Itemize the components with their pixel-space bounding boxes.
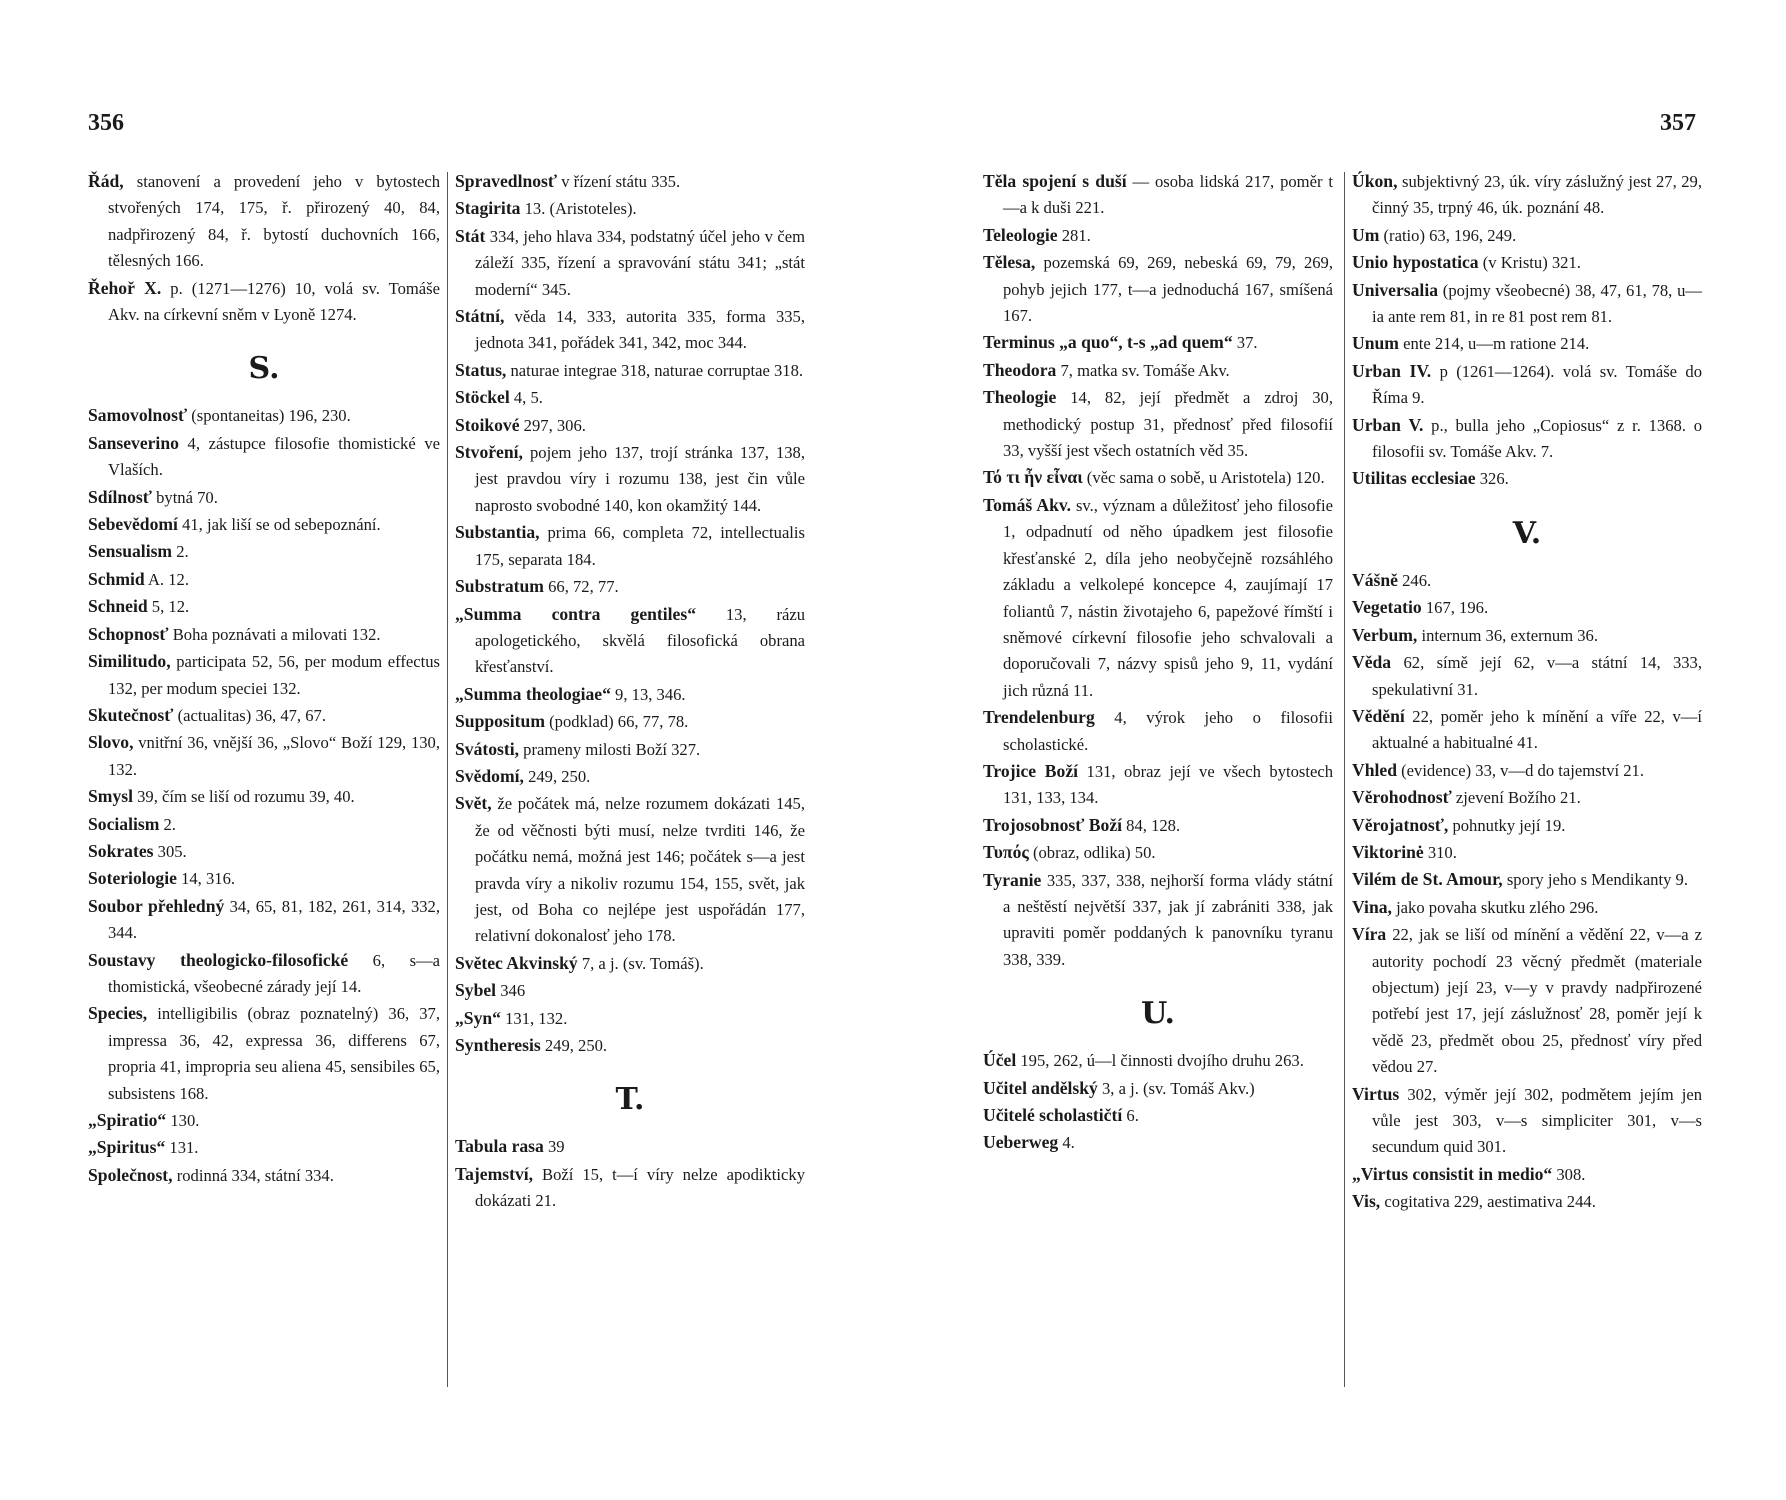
index-entry	[1352, 894, 1702, 921]
entry-heading: Svět,	[455, 793, 492, 814]
entry-text: participata 52, 56, per modum effectus 132, per modum speciei 132.	[108, 652, 440, 698]
column-divider-left-page	[447, 172, 448, 1387]
entry-heading: Stoikové	[455, 414, 520, 435]
index-entry	[1352, 330, 1702, 357]
entry-text: 41, jak liší se od sebepoznání.	[177, 515, 381, 535]
entry-text: 13. (Aristoteles).	[520, 199, 637, 219]
entry-text: p. (1271—1276) 10, volá sv. Tomáše Akv. na církevní sněm v Lyoně 1274.	[108, 278, 440, 325]
entry-heading: Stát	[455, 225, 486, 246]
entry-heading: Těla spojení s duší	[983, 171, 1127, 191]
index-entry	[1352, 866, 1702, 893]
entry-text: 7, a j. (sv. Tomáš).	[577, 953, 704, 973]
entry-text: (spontaneitas) 196, 230.	[187, 406, 351, 426]
entry-text: 281.	[1057, 225, 1091, 245]
index-entry	[88, 593, 440, 620]
index-entry	[88, 729, 440, 783]
page-number-right: 357	[1660, 110, 1696, 136]
entry-heading: Světec Akvinský	[455, 952, 578, 973]
entry-heading: Schopnosť	[88, 623, 169, 644]
entry-heading: Syntheresis	[455, 1035, 541, 1055]
entry-heading: Slovo,	[88, 732, 134, 753]
entry-heading: Unio hypostatica	[1352, 252, 1479, 273]
entry-heading: Tělesa,	[983, 252, 1036, 273]
entry-text: jako povaha skutku zlého 296.	[1391, 897, 1599, 917]
entry-text: 131.	[165, 1138, 199, 1158]
entry-text: (věc sama o sobě, u Aristotela) 120.	[1082, 468, 1325, 488]
entry-text: (pojmy všeobecné) 38, 47, 61, 78, u—ia ante rem 81, in re 81 post rem 81.	[1372, 280, 1702, 327]
entry-heading: Tomáš Akv.	[983, 494, 1072, 515]
index-entry	[983, 867, 1333, 974]
index-entry	[455, 708, 805, 735]
index-entry	[1352, 567, 1702, 594]
entry-heading: Um	[1352, 224, 1380, 245]
entry-text: ente 214, u—m ratione 214.	[1398, 334, 1590, 354]
entry-text: 6, s—a thomistická, všeobecné zárady její 14.	[108, 950, 440, 996]
index-entry	[455, 223, 805, 303]
entry-text: 130.	[166, 1111, 200, 1130]
entry-text: intelligibilis (obraz poznatelný) 36, 37, impressa 36, 42, expressa 36, differens 67, propria 41, impropria seu aliena 45, sensibiles 65, subsistens 168.	[108, 1004, 440, 1103]
entry-heading: „Syn“	[455, 1007, 501, 1028]
entry-heading: Utilitas ecclesiae	[1352, 468, 1476, 489]
entry-heading: Vášně	[1352, 569, 1398, 590]
entry-text: 22, jak se liší od mínění a vědění 22, v—a z autority pochodí 23 věcný předmět (materiale objectum) její 23, v—y v pravdy nadpřirozené potřebí jest 17, její záslužnosť 28, poměr její k vědě 23, předmět obou 25, přednosť víry před vědou 27.	[1372, 925, 1702, 1077]
entry-text: 62, símě její 62, v—a státní 14, 333, spekulativní 31.	[1372, 653, 1702, 699]
entry-heading: Sdílnosť	[88, 486, 152, 507]
index-entry	[983, 1102, 1333, 1129]
entry-heading: Species,	[88, 1003, 148, 1024]
entry-text: sv., význam a důležitosť jeho filosofie 1, odpadnutí od něho úpadkem jest filosofie křesťanské 2, díla jeho neobyčejně rozsáhlého základu a velkolepé koncepce 4, zaujímají 17 foliantů 7, nástin životajeho 6, papežové římští i sněmové církevní filosofie jeho schvalovali a doporučovali 7, názvy spisů jeho 9, 11, vydání jich různá 11.	[1003, 495, 1334, 700]
entry-text: stanovení a provedení jeho v bytostech stvořených 174, 175, ř. přirozený 40, 84, nadpřirozený 84, ř. bytostí duchovních 166, tělesných 166.	[108, 172, 440, 271]
entry-heading: Stagirita	[455, 198, 521, 219]
page-number-left: 356	[88, 110, 124, 136]
entry-text: — osoba lidská 217, poměr t—a k duši 221.	[1003, 172, 1333, 218]
index-entry	[1352, 622, 1702, 649]
entry-heading: Virtus	[1352, 1083, 1400, 1104]
index-entry	[455, 195, 805, 222]
section-letter: U.	[1141, 996, 1175, 1032]
index-entry	[983, 758, 1333, 812]
entry-text: v řízení státu 335.	[557, 172, 681, 191]
entry-heading: Věrojatnosť,	[1352, 814, 1449, 835]
entry-heading: „Summa contra gentiles“	[455, 603, 697, 624]
index-entry	[1352, 839, 1702, 866]
entry-text: 249, 250.	[540, 1036, 608, 1055]
entry-text: 7, matka sv. Tomáše Akv.	[1056, 360, 1230, 380]
index-entry	[1352, 757, 1702, 784]
index-entry	[1352, 222, 1702, 249]
entry-heading: Společnost,	[88, 1164, 173, 1185]
index-entry	[88, 168, 440, 275]
index-entry	[455, 681, 805, 708]
entry-text: (obraz, odlika) 50.	[1028, 843, 1156, 863]
index-column-4	[1352, 168, 1702, 1216]
index-entry	[88, 484, 440, 511]
entry-heading: Svědomí,	[455, 765, 524, 786]
entry-text: pozemská 69, 269, nebeská 69, 79, 269, pohyb jejich 177, t—a jednoduchá 167, smíšená 167.	[1003, 253, 1333, 326]
entry-text: 246.	[1397, 570, 1432, 590]
column-divider-right-page	[1344, 172, 1345, 1387]
entry-text: 302, výměr její 302, podmětem jejím jen vůle jest 303, v—s simpliciter 301, v—s secundum quid 301.	[1372, 1084, 1702, 1157]
entry-heading: Urban IV.	[1352, 360, 1432, 381]
index-entry	[983, 1075, 1333, 1102]
index-entry	[1352, 784, 1702, 811]
entry-heading: Sebevědomí	[88, 514, 178, 535]
index-entry	[88, 865, 440, 892]
index-entry	[455, 519, 805, 573]
index-entry	[88, 947, 440, 1001]
entry-heading: Sokrates	[88, 840, 154, 861]
index-entry	[983, 1047, 1333, 1074]
index-entry	[1352, 358, 1702, 412]
entry-text: 195, 262, ú—l činnosti dvojího druhu 263.	[1016, 1051, 1304, 1071]
entry-heading: Trendelenburg	[983, 707, 1095, 728]
entry-heading: Unum	[1352, 333, 1399, 354]
entry-heading: Verbum,	[1352, 624, 1418, 645]
index-entry	[455, 1005, 805, 1032]
index-entry	[88, 1107, 440, 1134]
entry-heading: Tajemství,	[455, 1163, 534, 1184]
index-entry	[983, 704, 1333, 758]
section-letter: T.	[615, 1082, 645, 1118]
index-entry	[88, 783, 440, 810]
index-entry	[1352, 1188, 1702, 1215]
index-entry	[88, 621, 440, 648]
entry-heading: Učitelé scholastičtí	[983, 1105, 1123, 1125]
entry-heading: Účel	[983, 1050, 1017, 1071]
entry-heading: Sybel	[455, 980, 497, 1001]
entry-text: 39	[543, 1137, 565, 1157]
entry-heading: Smysl	[88, 786, 133, 807]
entry-heading: Soteriologie	[88, 868, 177, 889]
entry-heading: Spravedlnosť	[455, 171, 558, 191]
entry-heading: Víra	[1352, 924, 1387, 945]
entry-heading: Status,	[455, 359, 507, 380]
entry-text: (v Kristu) 321.	[1478, 253, 1581, 273]
entry-heading: Teleologie	[983, 224, 1058, 245]
entry-text: zjevení Božího 21.	[1451, 788, 1581, 808]
index-entry	[88, 511, 440, 538]
entry-text: 4.	[1058, 1133, 1075, 1153]
entry-text: 34, 65, 81, 182, 261, 314, 332, 344.	[108, 896, 441, 943]
entry-text: 2.	[159, 814, 176, 834]
entry-text: A. 12.	[144, 569, 189, 589]
index-entry	[455, 573, 805, 600]
entry-heading: Učitel andělský	[983, 1077, 1098, 1098]
entry-text: věda 14, 333, autorita 335, forma 335, jednota 341, pořádek 341, 342, moc 344.	[475, 307, 805, 353]
entry-heading: Stvoření,	[455, 442, 523, 463]
index-entry	[455, 439, 805, 519]
index-entry	[1352, 812, 1702, 839]
entry-text: 66, 72, 77.	[543, 577, 619, 597]
entry-heading: Socialism	[88, 813, 160, 834]
entry-heading: Trojice Boží	[983, 760, 1079, 781]
index-entry	[88, 838, 440, 865]
entry-heading: „Spiratio“	[88, 1110, 167, 1130]
index-entry	[983, 357, 1333, 384]
entry-heading: Vis,	[1352, 1191, 1381, 1212]
entry-heading: Sensualism	[88, 541, 173, 562]
entry-text: pojem jeho 137, trojí stránka 137, 138, jest pravdou víry i rozumu 138, jest čin vůle naprosto svobodné 140, kon okamžitý 144.	[475, 443, 805, 515]
entry-heading: Similitudo,	[88, 651, 171, 672]
index-entry	[983, 168, 1333, 222]
index-entry	[983, 249, 1333, 329]
entry-text: 308.	[1552, 1164, 1586, 1184]
index-entry	[1352, 594, 1702, 621]
index-entry	[983, 492, 1333, 704]
entry-text: p (1261—1264). volá sv. Tomáše do Říma 9.	[1372, 361, 1702, 408]
index-entry	[88, 402, 440, 429]
entry-text: (actualitas) 36, 47, 67.	[173, 705, 326, 725]
entry-text: prima 66, completa 72, intellectualis 175, separata 184.	[475, 523, 805, 569]
entry-heading: Vhled	[1352, 759, 1397, 780]
entry-heading: Vědění	[1352, 705, 1405, 726]
entry-text: 13, rázu apologetického, skvělá filosofická obrana křesťanství.	[475, 604, 806, 677]
entry-heading: Soustavy theologicko-filosofické	[88, 949, 349, 970]
entry-heading: Skutečnosť	[88, 704, 174, 725]
index-entry	[88, 1000, 440, 1107]
entry-heading: Urban V.	[1352, 414, 1424, 435]
index-entry	[88, 430, 440, 484]
entry-text: 4, výrok jeho o filosofii scholastické.	[1003, 708, 1333, 754]
entry-heading: Soubor přehledný	[88, 895, 225, 916]
entry-heading: Substantia,	[455, 522, 540, 543]
index-entry	[1352, 249, 1702, 276]
entry-heading: Věda	[1352, 652, 1392, 673]
index-entry	[88, 893, 440, 947]
entry-heading: Svátosti,	[455, 738, 520, 759]
entry-text: 346	[496, 981, 526, 1001]
index-entry	[455, 384, 805, 411]
entry-text: 14, 316.	[176, 869, 236, 889]
entry-heading: Theodora	[983, 359, 1057, 380]
entry-heading: Terminus „a quo“, t-s „ad quem“	[983, 332, 1233, 353]
entry-text: 310.	[1423, 842, 1457, 862]
entry-text: cogitativa 229, aestimativa 244.	[1380, 1192, 1596, 1212]
entry-heading: Stöckel	[455, 387, 510, 408]
entry-heading: „Summa theologiae“	[455, 683, 611, 704]
entry-text: (ratio) 63, 196, 249.	[1379, 225, 1517, 245]
index-entry	[1352, 168, 1702, 222]
entry-heading: Trojosobnosť Boží	[983, 814, 1123, 835]
index-entry	[1352, 649, 1702, 703]
entry-text: 334, jeho hlava 334, podstatný účel jeho v čem záleží 335, řízení a spravování státu 341; „stát moderní“ 345.	[475, 226, 805, 299]
index-entry	[88, 275, 440, 329]
index-entry	[455, 763, 805, 790]
entry-heading: Vilém de St. Amour,	[1352, 869, 1503, 890]
entry-text: 9, 13, 346.	[610, 684, 686, 704]
index-entry	[455, 601, 805, 681]
entry-heading: Řehoř X.	[88, 277, 162, 298]
entry-text: prameny milosti Boží 327.	[519, 739, 701, 759]
entry-text: rodinná 334, státní 334.	[172, 1165, 334, 1185]
index-entry	[88, 811, 440, 838]
entry-heading: Tyranie	[983, 869, 1042, 890]
entry-heading: Theologie	[983, 387, 1057, 408]
entry-heading: Ueberweg	[983, 1132, 1059, 1153]
entry-heading: Řád,	[88, 171, 124, 191]
index-entry	[455, 168, 805, 195]
entry-heading: Τυπός	[983, 842, 1029, 863]
entry-heading: Viktorinė	[1352, 841, 1424, 862]
entry-text: 6.	[1122, 1106, 1139, 1125]
entry-text: 4, 5.	[509, 388, 543, 408]
entry-text: Boží 15, t—í víry nelze apodikticky dokázati 21.	[475, 1164, 805, 1211]
entry-text: 39, čím se liší od rozumu 39, 40.	[132, 787, 355, 807]
index-entry	[88, 1134, 440, 1161]
index-entry	[455, 1161, 805, 1215]
index-column-1	[88, 168, 440, 1189]
entry-heading: Schneid	[88, 596, 148, 617]
index-entry	[983, 839, 1333, 866]
entry-heading: Vina,	[1352, 896, 1392, 917]
entry-text: naturae integrae 318, naturae corruptae 318.	[506, 360, 804, 380]
entry-text: (podklad) 66, 77, 78.	[544, 712, 689, 732]
entry-text: internum 36, externum 36.	[1417, 625, 1598, 645]
entry-text: 5, 12.	[147, 597, 190, 617]
entry-text: 14, 82, její předmět a zdroj 30, methodický postup 31, přednosť před filosofií 33, vyšší jest všech ostatních věd 35.	[1003, 388, 1333, 461]
index-entry	[455, 736, 805, 763]
entry-text: 297, 306.	[519, 415, 586, 435]
entry-text: 2.	[172, 542, 189, 562]
entry-heading: Státní,	[455, 306, 505, 327]
index-entry	[88, 648, 440, 702]
entry-text: 84, 128.	[1122, 815, 1181, 835]
entry-heading: Schmid	[88, 568, 145, 589]
index-entry	[983, 464, 1333, 491]
entry-heading: Sanseverino	[88, 432, 179, 453]
entry-text: 131, obraz její ve všech bytostech 131, 133, 134.	[1003, 761, 1334, 808]
entry-text: 37.	[1232, 333, 1258, 353]
index-entry	[983, 812, 1333, 839]
entry-heading: „Spiritus“	[88, 1137, 166, 1158]
entry-heading: Substratum	[455, 576, 544, 597]
index-entry	[455, 950, 805, 977]
index-entry	[983, 329, 1333, 356]
index-entry	[1352, 703, 1702, 757]
index-entry	[455, 790, 805, 949]
entry-text: 167, 196.	[1421, 598, 1489, 618]
index-column-2	[455, 168, 805, 1215]
entry-heading: Vegetatio	[1352, 597, 1422, 618]
entry-text: 4, zástupce filosofie thomistické ve Vlaších.	[108, 433, 440, 480]
entry-text: Boha poznávati a milovati 132.	[168, 624, 381, 644]
index-entry	[1352, 921, 1702, 1080]
entry-text: subjektivný 23, úk. víry záslužný jest 27, 29, činný 35, trpný 46, úk. poznání 48.	[1372, 172, 1702, 218]
entry-text: pohnutky její 19.	[1448, 815, 1566, 835]
entry-heading: Suppositum	[455, 711, 545, 732]
entry-text: p., bulla jeho „Copiosus“ z r. 1368. o filosofii sv. Tomáše Akv. 7.	[1372, 415, 1702, 462]
entry-text: 326.	[1475, 469, 1509, 489]
entry-heading: „Virtus consistit in medio“	[1352, 1163, 1553, 1184]
index-entry	[455, 977, 805, 1004]
entry-text: že počátek má, nelze rozumem dokázati 145, že od věčnosti býti musí, nelze tvrditi 146, že počátku nemá, možná jest 146; počátek s—a jest pravda víry a nikoliv rozumu 154, 155, svět, jak jest, od Boha co nejlépe jest uspořádán 177, relativní dokonalosť jeho 178.	[475, 794, 805, 946]
entry-heading: Věrohodnosť	[1352, 787, 1452, 808]
section-letter: V.	[1512, 515, 1542, 551]
index-entry	[983, 384, 1333, 464]
entry-text: vnitřní 36, vnější 36, „Slovo“ Boží 129, 130, 132.	[108, 733, 440, 779]
entry-heading: Τό τι ἦν εἶναι	[983, 467, 1083, 488]
index-entry	[88, 1162, 440, 1189]
index-entry	[455, 1032, 805, 1059]
index-entry	[88, 566, 440, 593]
entry-text: 305.	[153, 841, 187, 861]
entry-text: 131, 132.	[500, 1008, 568, 1028]
entry-text: (evidence) 33, v—d do tajemství 21.	[1396, 760, 1644, 780]
index-entry	[1352, 277, 1702, 331]
entry-text: spory jeho s Mendikanty 9.	[1502, 870, 1688, 890]
entry-text: 3, a j. (sv. Tomáš Akv.)	[1097, 1078, 1255, 1098]
index-entry	[88, 702, 440, 729]
section-letter: S.	[248, 351, 280, 387]
index-entry	[1352, 412, 1702, 466]
entry-text: 249, 250.	[523, 766, 591, 786]
index-entry	[455, 1133, 805, 1160]
index-entry	[1352, 1081, 1702, 1161]
entry-text: 22, poměr jeho k mínění a víře 22, v—í aktualné a habitualné 41.	[1372, 706, 1702, 753]
entry-text: bytná 70.	[151, 487, 218, 507]
index-entry	[455, 357, 805, 384]
index-entry	[983, 1129, 1333, 1156]
entry-heading: Úkon,	[1352, 171, 1398, 191]
index-entry	[455, 303, 805, 357]
index-entry	[1352, 465, 1702, 492]
entry-heading: Samovolnosť	[88, 405, 188, 426]
entry-text: 335, 337, 338, nejhorší forma vlády státní a neštěstí největší 337, jak jí zabrániti 338, jak upraviti poměr poddaných k panovníku tyranu 338, 339.	[1003, 870, 1333, 969]
index-entry	[983, 222, 1333, 249]
entry-heading: Universalia	[1352, 279, 1439, 300]
index-column-3	[983, 168, 1333, 1157]
index-entry	[1352, 1161, 1702, 1188]
index-entry	[455, 412, 805, 439]
entry-heading: Tabula rasa	[455, 1136, 544, 1157]
index-entry	[88, 538, 440, 565]
